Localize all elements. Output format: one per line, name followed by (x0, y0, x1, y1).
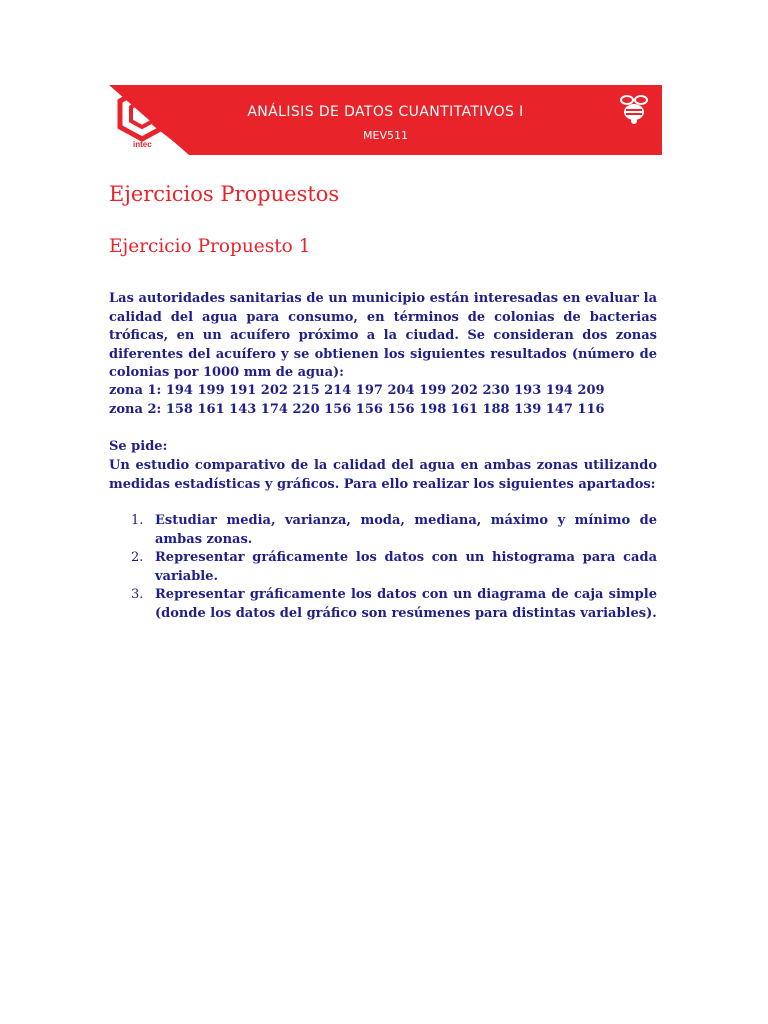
list-item-text: Representar gráficamente los datos con un histograma para cada variable. (155, 550, 657, 584)
header-banner (109, 85, 662, 155)
course-title: ANÁLISIS DE DATOS CUANTITATIVOS I (247, 104, 524, 120)
course-code: MEV511 (363, 129, 408, 142)
task-list (109, 512, 657, 623)
zone1-data: zona 1: 194 199 191 202 215 214 197 204 199 202 230 193 194 209 (109, 383, 605, 398)
list-item-text: Representar gráficamente los datos con un diagrama de caja simple (donde los datos del gráfico son resúmenes para distintas variables). (155, 587, 657, 621)
list-number: 2. (131, 550, 144, 565)
bee-emblem-icon (618, 91, 650, 127)
list-number: 3. (131, 587, 144, 602)
list-item (109, 512, 657, 549)
logo-text: intec (133, 140, 152, 149)
se-pide-label: Se pide: (109, 439, 168, 454)
intro-paragraph: Las autoridades sanitarias de un municipio están interesadas en evaluar la calidad del agua para consumo, en términos de colonias de bacterias tróficas, en un acuífero próximo a la ciudad. Se consideran dos zonas diferentes del acuífero y se obtienen los siguientes resultados (número de colonias por 1000 mm de agua): (109, 291, 657, 380)
study-paragraph: Un estudio comparativo de la calidad del agua en ambas zonas utilizando medidas estadísticas y gráficos. Para ello realizar los siguientes apartados: (109, 458, 657, 492)
list-item-text: Estudiar media, varianza, moda, mediana, máximo y mínimo de ambas zonas. (155, 513, 657, 547)
list-number: 1. (131, 513, 144, 528)
intec-logo-icon (109, 85, 229, 155)
list-item (109, 549, 657, 586)
page-title: Ejercicios Propuestos (109, 182, 340, 206)
exercise-title: Ejercicio Propuesto 1 (109, 236, 311, 257)
list-item (109, 586, 657, 623)
zone2-data: zona 2: 158 161 143 174 220 156 156 156 198 161 188 139 147 116 (109, 401, 605, 417)
